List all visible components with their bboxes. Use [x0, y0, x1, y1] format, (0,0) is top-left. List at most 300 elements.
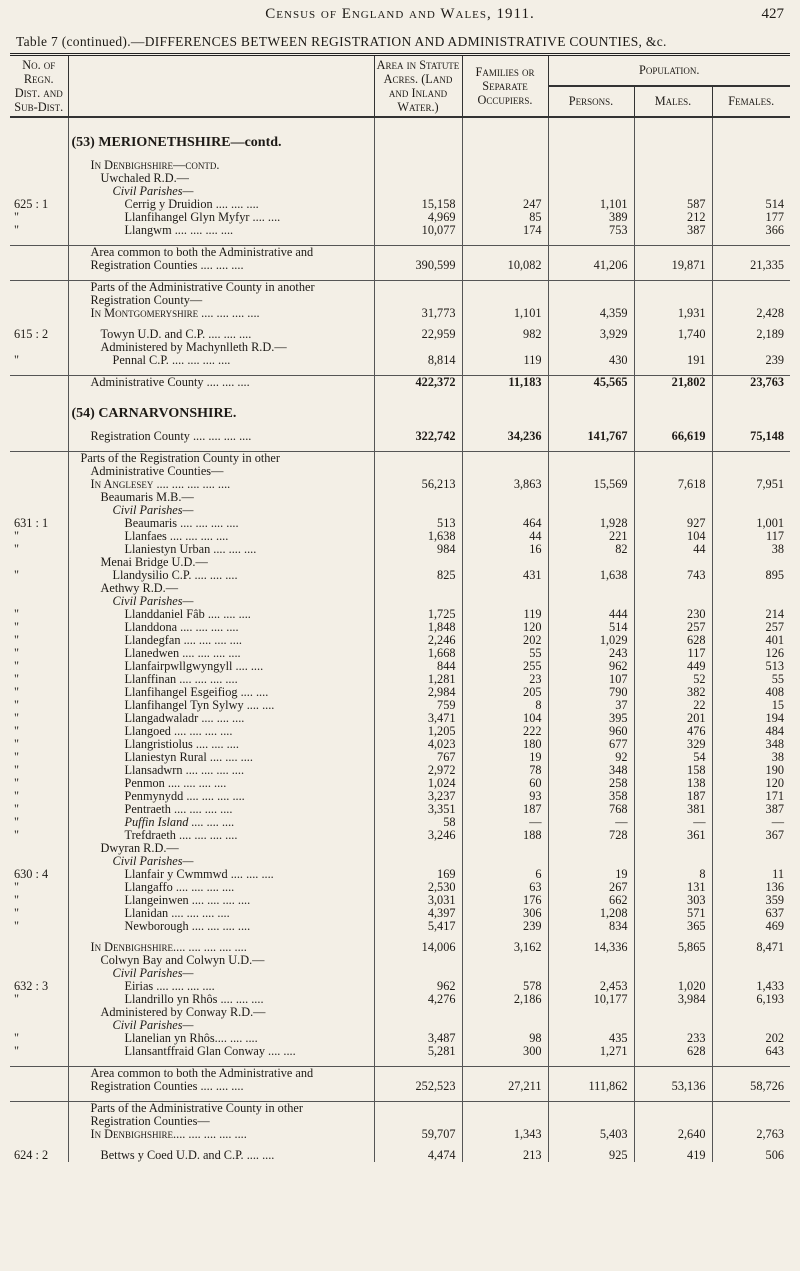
district-number [10, 954, 68, 967]
males-value [634, 465, 712, 478]
females-value: 895 [765, 569, 784, 582]
district-number: " [10, 634, 68, 647]
spacer-cell [68, 389, 374, 397]
spacer-cell [548, 1141, 634, 1149]
males-value: 2,640 [634, 1128, 712, 1141]
area-value: 14,006 [374, 941, 462, 954]
spacer-cell [634, 443, 712, 452]
district-number [10, 556, 68, 569]
area-value: 3,487 [374, 1032, 462, 1045]
persons-value: 267 [548, 881, 634, 894]
families-value [462, 595, 548, 608]
page-number: 427 [761, 6, 784, 22]
place-name: Aethwy R.D.— [68, 582, 374, 595]
males-value: 131 [634, 881, 712, 894]
district-number: " [10, 777, 68, 790]
place-name: Administrative Counties— [68, 465, 374, 478]
spacer-cell [68, 272, 374, 281]
females-value [712, 185, 790, 198]
area-value: 513 [374, 517, 462, 530]
males-value [634, 1067, 712, 1081]
families-value [462, 1102, 548, 1116]
spacer-row [10, 320, 790, 328]
spacer-row [10, 1141, 790, 1149]
label-row [10, 842, 790, 855]
families-value [462, 246, 548, 260]
families-value: 3,162 [462, 941, 548, 954]
persons-value [548, 1102, 634, 1116]
spacer-row [10, 117, 790, 126]
persons-value: 2,453 [548, 980, 634, 993]
families-value [462, 556, 548, 569]
males-value [634, 452, 712, 466]
area-value: 4,023 [374, 738, 462, 751]
males-value [634, 172, 712, 185]
males-value: 587 [634, 198, 712, 211]
spacer-cell [712, 1141, 790, 1149]
district-number [10, 246, 68, 260]
place-name: Colwyn Bay and Colwyn U.D.— [68, 954, 374, 967]
persons-value: 444 [548, 608, 634, 621]
district-number: " [10, 790, 68, 803]
persons-value: 962 [548, 660, 634, 673]
persons-value [548, 294, 634, 307]
district-number: 630 : 4 [10, 868, 68, 881]
spacer-cell [10, 389, 68, 397]
females-value: 120 [765, 777, 784, 790]
females-value: 214 [765, 608, 784, 621]
area-value [374, 1115, 462, 1128]
persons-value [548, 954, 634, 967]
area-value: 962 [374, 980, 462, 993]
district-number [10, 941, 68, 954]
families-value [462, 491, 548, 504]
district-number: " [10, 907, 68, 920]
females-value: 21,335 [750, 259, 784, 272]
persons-value: 662 [548, 894, 634, 907]
females-value: 58,726 [750, 1080, 784, 1093]
spacer-cell [548, 389, 634, 397]
place-name: Registration Counties— [68, 1115, 374, 1128]
area-value [374, 595, 462, 608]
persons-value: 221 [548, 530, 634, 543]
spacer-cell [462, 933, 548, 941]
females-value [712, 855, 790, 868]
district-number: " [10, 920, 68, 933]
section-heading-row [10, 397, 790, 430]
females-value [712, 172, 790, 185]
females-value: 401 [765, 634, 784, 647]
spacer-cell [634, 272, 712, 281]
persons-value: 389 [548, 211, 634, 224]
place-name: Registration County— [68, 294, 374, 307]
table-row [10, 993, 790, 1006]
families-value [462, 582, 548, 595]
persons-value: 960 [548, 725, 634, 738]
area-value: 984 [374, 543, 462, 556]
males-value: 8 [634, 868, 712, 881]
area-value [374, 281, 462, 295]
spacer-cell [68, 933, 374, 941]
females-value [712, 159, 790, 172]
place-name: Penmynydd .... .... .... .... [68, 790, 374, 803]
col-header-no: No. of Regn. Dist. and Sub-Dist. [10, 56, 68, 117]
empty-cell [712, 126, 790, 159]
families-value: 119 [462, 354, 548, 367]
table-row [10, 751, 790, 764]
males-value: 449 [634, 660, 712, 673]
area-value: 759 [374, 699, 462, 712]
males-value: 476 [634, 725, 712, 738]
females-value: 484 [765, 725, 784, 738]
males-value: 66,619 [634, 430, 712, 443]
females-value: 506 [765, 1149, 784, 1162]
spacer-cell [634, 1141, 712, 1149]
persons-value: — [548, 816, 634, 829]
females-value [712, 246, 790, 260]
area-value: 2,246 [374, 634, 462, 647]
spacer-cell [10, 237, 68, 246]
area-value: 767 [374, 751, 462, 764]
families-value: 205 [462, 686, 548, 699]
families-value: 78 [462, 764, 548, 777]
table-row [10, 647, 790, 660]
place-name: Registration Counties .... .... .... [68, 259, 374, 272]
spacer-cell [634, 389, 712, 397]
females-value: 15 [771, 699, 784, 712]
section-heading: (53) MERIONETHSHIRE—contd. [68, 126, 374, 159]
families-value [462, 1019, 548, 1032]
district-number [10, 1080, 68, 1093]
col-header-families: Families or Separate Occupiers. [462, 56, 548, 117]
area-value: 15,158 [374, 198, 462, 211]
district-number [10, 582, 68, 595]
spacer-cell [548, 1058, 634, 1067]
col-header-males: Males. [634, 86, 712, 117]
persons-value: 395 [548, 712, 634, 725]
district-number: " [10, 686, 68, 699]
place-name: Llanfihangel Tyn Sylwy .... .... [68, 699, 374, 712]
area-value: 322,742 [374, 430, 462, 443]
place-name: Civil Parishes— [68, 595, 374, 608]
persons-value: 92 [548, 751, 634, 764]
area-value [374, 1067, 462, 1081]
families-value: 255 [462, 660, 548, 673]
place-name: Area common to both the Administrative and [68, 1067, 374, 1081]
males-value [634, 595, 712, 608]
district-number [10, 504, 68, 517]
label-row [10, 855, 790, 868]
place-name: Llaniestyn Rural .... .... .... [68, 751, 374, 764]
families-value: 60 [462, 777, 548, 790]
persons-value: 1,029 [548, 634, 634, 647]
district-number [10, 855, 68, 868]
district-number [10, 281, 68, 295]
families-value [462, 341, 548, 354]
females-value: 136 [765, 881, 784, 894]
place-name: Civil Parishes— [68, 504, 374, 517]
males-value [634, 1006, 712, 1019]
females-value: 2,763 [756, 1128, 784, 1141]
males-value: 187 [634, 790, 712, 803]
district-number: " [10, 1032, 68, 1045]
district-number: 624 : 2 [10, 1149, 68, 1162]
area-value [374, 465, 462, 478]
area-value [374, 491, 462, 504]
table-row [10, 224, 790, 237]
females-value [712, 1115, 790, 1128]
empty-cell [462, 126, 548, 159]
females-value: 190 [765, 764, 784, 777]
males-value: 257 [634, 621, 712, 634]
label-row [10, 582, 790, 595]
persons-value: 358 [548, 790, 634, 803]
place-name: Civil Parishes— [68, 855, 374, 868]
males-value: 230 [634, 608, 712, 621]
females-value [712, 556, 790, 569]
spacer-cell [10, 1093, 68, 1102]
females-value [712, 582, 790, 595]
families-value: 578 [462, 980, 548, 993]
place-name: Llanddona .... .... .... .... [68, 621, 374, 634]
spacer-cell [10, 117, 68, 126]
place-name: Llansantffraid Glan Conway .... .... [68, 1045, 374, 1058]
persons-value: 15,569 [548, 478, 634, 491]
males-value: 628 [634, 634, 712, 647]
persons-value: 790 [548, 686, 634, 699]
families-value: 19 [462, 751, 548, 764]
table-row [10, 868, 790, 881]
persons-value: 1,271 [548, 1045, 634, 1058]
males-value: 21,802 [634, 376, 712, 390]
district-number: " [10, 608, 68, 621]
females-value: 469 [765, 920, 784, 933]
females-value: 8,471 [756, 941, 784, 954]
area-value [374, 967, 462, 980]
spacer-cell [634, 1058, 712, 1067]
males-value [634, 159, 712, 172]
spacer-row [10, 272, 790, 281]
label-row [10, 1019, 790, 1032]
females-value [712, 1006, 790, 1019]
spacer-row [10, 933, 790, 941]
families-value [462, 172, 548, 185]
district-number: " [10, 1045, 68, 1058]
district-number [10, 1006, 68, 1019]
persons-value [548, 556, 634, 569]
spacer-cell [634, 933, 712, 941]
families-value: 98 [462, 1032, 548, 1045]
spacer-cell [374, 320, 462, 328]
table-row [10, 1102, 790, 1116]
area-value: 56,213 [374, 478, 462, 491]
males-value: 419 [634, 1149, 712, 1162]
district-number: " [10, 530, 68, 543]
place-name: Registration County .... .... .... .... [68, 430, 374, 443]
area-value: 844 [374, 660, 462, 673]
families-value: 11,183 [462, 376, 548, 390]
persons-value: 430 [548, 354, 634, 367]
families-value [462, 465, 548, 478]
persons-value: 1,101 [548, 198, 634, 211]
area-value [374, 185, 462, 198]
district-number: " [10, 751, 68, 764]
spacer-cell [374, 1093, 462, 1102]
table-row [10, 790, 790, 803]
persons-value [548, 159, 634, 172]
females-value [712, 954, 790, 967]
males-value: 303 [634, 894, 712, 907]
persons-value [548, 967, 634, 980]
label-row [10, 1115, 790, 1128]
area-value: 4,474 [374, 1149, 462, 1162]
label-row [10, 595, 790, 608]
area-value: 825 [374, 569, 462, 582]
place-name: In Denbighshire—contd. [68, 159, 374, 172]
persons-value: 10,177 [548, 993, 634, 1006]
persons-value [548, 1006, 634, 1019]
spacer-cell [548, 933, 634, 941]
females-value: 2,189 [756, 328, 784, 341]
area-value: 390,599 [374, 259, 462, 272]
spacer-cell [68, 320, 374, 328]
place-name: Newborough .... .... .... .... [68, 920, 374, 933]
families-value: 23 [462, 673, 548, 686]
males-value [634, 294, 712, 307]
persons-value: 19 [548, 868, 634, 881]
families-value: 222 [462, 725, 548, 738]
persons-value [548, 842, 634, 855]
males-value: — [634, 816, 712, 829]
place-name: Llanddaniel Fâb .... .... .... [68, 608, 374, 621]
place-name: Llangristiolus .... .... .... [68, 738, 374, 751]
spacer-cell [634, 1093, 712, 1102]
males-value [634, 504, 712, 517]
area-value [374, 1102, 462, 1116]
district-number [10, 1102, 68, 1116]
place-name: Llanfihangel Glyn Myfyr .... .... [68, 211, 374, 224]
label-row [10, 185, 790, 198]
females-value [712, 1019, 790, 1032]
area-value: 1,024 [374, 777, 462, 790]
spacer-cell [634, 117, 712, 126]
females-value: 2,428 [756, 307, 784, 320]
spacer-cell [68, 443, 374, 452]
males-value: 329 [634, 738, 712, 751]
females-value [712, 491, 790, 504]
females-value: 513 [765, 660, 784, 673]
persons-value: 768 [548, 803, 634, 816]
place-name: Area common to both the Administrative and [68, 246, 374, 260]
females-value: 177 [765, 211, 784, 224]
families-value: 300 [462, 1045, 548, 1058]
place-name: Llaniestyn Urban .... .... .... [68, 543, 374, 556]
place-name: Llandysilio C.P. .... .... .... [68, 569, 374, 582]
place-name: Uwchaled R.D.— [68, 172, 374, 185]
persons-value [548, 491, 634, 504]
spacer-cell [712, 320, 790, 328]
district-number: 631 : 1 [10, 517, 68, 530]
females-value: 359 [765, 894, 784, 907]
place-name: Civil Parishes— [68, 185, 374, 198]
families-value: 180 [462, 738, 548, 751]
families-value [462, 452, 548, 466]
table-row [10, 307, 790, 320]
families-value: — [462, 816, 548, 829]
spacer-row [10, 237, 790, 246]
place-name: Bettws y Coed U.D. and C.P. .... .... [68, 1149, 374, 1162]
spacer-cell [462, 237, 548, 246]
families-value: 44 [462, 530, 548, 543]
table-row [10, 725, 790, 738]
females-value [712, 294, 790, 307]
females-value [712, 842, 790, 855]
area-value: 3,471 [374, 712, 462, 725]
spacer-cell [712, 933, 790, 941]
place-name: Llangadwaladr .... .... .... [68, 712, 374, 725]
persons-value [548, 504, 634, 517]
males-value: 1,931 [634, 307, 712, 320]
label-row [10, 341, 790, 354]
spacer-cell [548, 117, 634, 126]
spacer-cell [462, 272, 548, 281]
table-row [10, 941, 790, 954]
place-name: Cerrig y Druidion .... .... .... [68, 198, 374, 211]
persons-value: 3,929 [548, 328, 634, 341]
place-name: Llansadwrn .... .... .... .... [68, 764, 374, 777]
table-row [10, 764, 790, 777]
empty-cell [634, 397, 712, 430]
spacer-cell [68, 117, 374, 126]
families-value: 27,211 [462, 1080, 548, 1093]
persons-value [548, 1019, 634, 1032]
persons-value: 925 [548, 1149, 634, 1162]
spacer-cell [10, 367, 68, 376]
males-value [634, 1019, 712, 1032]
spacer-cell [462, 367, 548, 376]
place-name: Llanfaes .... .... .... .... [68, 530, 374, 543]
families-value: 63 [462, 881, 548, 894]
table-row [10, 1080, 790, 1093]
males-value: 191 [634, 354, 712, 367]
males-value [634, 842, 712, 855]
males-value [634, 341, 712, 354]
persons-value: 1,208 [548, 907, 634, 920]
females-value: 7,951 [756, 478, 784, 491]
spacer-cell [712, 367, 790, 376]
area-value: 5,281 [374, 1045, 462, 1058]
place-name: Llangwm .... .... .... .... [68, 224, 374, 237]
persons-value [548, 341, 634, 354]
males-value: 52 [634, 673, 712, 686]
district-number: " [10, 803, 68, 816]
census-table [10, 56, 790, 1162]
males-value: 1,740 [634, 328, 712, 341]
table-row [10, 569, 790, 582]
district-number: " [10, 881, 68, 894]
district-number: " [10, 621, 68, 634]
place-name: Llandrillo yn Rhôs .... .... .... [68, 993, 374, 1006]
place-name: Pentraeth .... .... .... .... [68, 803, 374, 816]
spacer-cell [462, 320, 548, 328]
table-row [10, 980, 790, 993]
table-row [10, 354, 790, 367]
females-value: 514 [765, 198, 784, 211]
females-value [712, 504, 790, 517]
persons-value [548, 595, 634, 608]
district-number: " [10, 816, 68, 829]
district-number [10, 842, 68, 855]
